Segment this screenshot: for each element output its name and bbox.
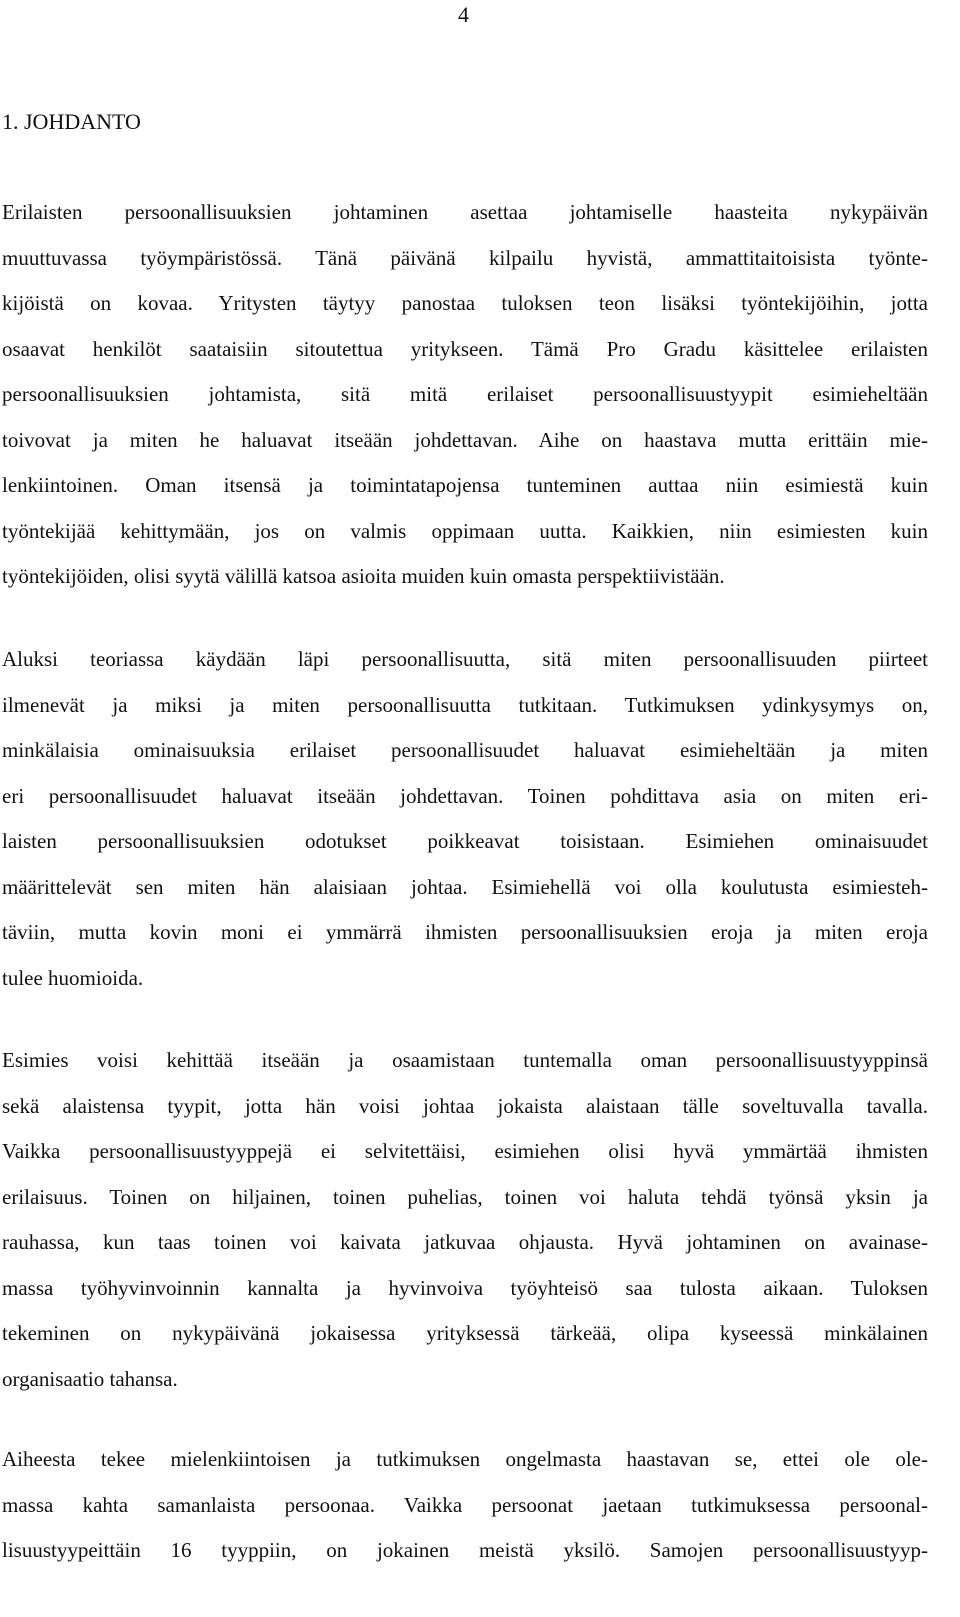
text-line: lenkiintoinen. Oman itsensä ja toimintatapojensa tunteminen auttaa niin esimiestä kuin — [2, 473, 928, 497]
text-line: täviin, mutta kovin moni ei ymmärrä ihmisten persoonallisuuksien eroja ja miten eroja — [2, 920, 928, 944]
text-line: massa kahta samanlaista persoonaa. Vaikka persoonat jaetaan tutkimuksessa persoonal- — [2, 1492, 928, 1517]
text-line: massa työhyvinvoinnin kannalta ja hyvinvoiva työyhteisö saa tulosta aikaan. Tuloksen — [2, 1275, 928, 1300]
paragraph-2 — [2, 637, 928, 1001]
text-line: osaavat henkilöt saataisiin sitoutettua yritykseen. Tämä Pro Gradu käsittelee erilaisten — [2, 336, 928, 361]
text-line: tulee huomioida. — [2, 965, 144, 990]
text-line: eri persoonallisuudet haluavat itseään johdettavan. Toinen pohdittava asia on miten eri- — [2, 783, 928, 808]
text-line: tekeminen on nykypäivänä jokaisessa yrityksessä tärkeää, olipa kyseessä minkälainen — [2, 1321, 928, 1345]
text-line: työntekijää kehittymään, jos on valmis oppimaan uutta. Kaikkien, niin esimiesten kuin — [2, 518, 928, 543]
text-line: Esimies voisi kehittää itseään ja osaamistaan tuntemalla oman persoonallisuustyyppinsä — [2, 1048, 928, 1072]
text-line: minkälaisia ominaisuuksia erilaiset persoonallisuudet haluavat esimieheltään ja miten — [2, 738, 928, 762]
text-line: Aluksi teoriassa käydään läpi persoonallisuutta, sitä miten persoonallisuuden piirteet — [2, 647, 928, 671]
text-line: Aiheesta tekee mielenkiintoisen ja tutkimuksen ongelmasta haastavan se, ettei ole ole- — [2, 1447, 928, 1471]
text-line: ilmenevät ja miksi ja miten persoonallisuutta tutkitaan. Tutkimuksen ydinkysymys on, — [2, 692, 928, 717]
paragraph-3 — [2, 1038, 928, 1402]
text-line: Erilaisten persoonallisuuksien johtaminen asettaa johtamiselle haasteita nykypäivän — [2, 200, 928, 224]
text-line: kijöistä on kovaa. Yritysten täytyy panostaa tuloksen teon lisäksi työntekijöihin, jotta — [2, 291, 928, 315]
section-heading: 1. JOHDANTO — [2, 109, 141, 134]
text-line: määrittelevät sen miten hän alaisiaan johtaa. Esimiehellä voi olla koulutusta esimiesteh- — [2, 874, 928, 899]
text-line: Vaikka persoonallisuustyyppejä ei selvitettäisi, esimiehen olisi hyvä ymmärtää ihmisten — [2, 1139, 928, 1163]
paragraph-4 — [2, 1437, 928, 1574]
text-line: sekä alaistensa tyypit, jotta hän voisi johtaa jokaista alaistaan tälle soveltuvalla tavalla. — [2, 1093, 928, 1118]
text-line: muuttuvassa työympäristössä. Tänä päivänä kilpailu hyvistä, ammattitaitoisista työnte- — [2, 245, 928, 270]
text-line: toivovat ja miten he haluavat itseään johdettavan. Aihe on haastava mutta erittäin mie- — [2, 427, 928, 452]
text-line: rauhassa, kun taas toinen voi kaivata jatkuvaa ohjausta. Hyvä johtaminen on avainase- — [2, 1230, 928, 1254]
text-line: erilaisuus. Toinen on hiljainen, toinen puhelias, toinen voi haluta tehdä työnsä yksin ja — [2, 1184, 928, 1209]
text-line: laisten persoonallisuuksien odotukset poikkeavat toisistaan. Esimiehen ominaisuudet — [2, 829, 928, 853]
page-number: 4 — [458, 2, 469, 27]
text-line: työntekijöiden, olisi syytä välillä katsoa asioita muiden kuin omasta perspektiivistään. — [2, 564, 725, 588]
text-line: organisaatio tahansa. — [2, 1366, 178, 1391]
text-line: persoonallisuuksien johtamista, sitä mitä erilaiset persoonallisuustyypit esimieheltään — [2, 382, 928, 406]
paragraph-1 — [2, 190, 928, 600]
text-line: lisuustyypeittäin 16 tyyppiin, on jokainen meistä yksilö. Samojen persoonallisuustyyp- — [2, 1538, 928, 1562]
